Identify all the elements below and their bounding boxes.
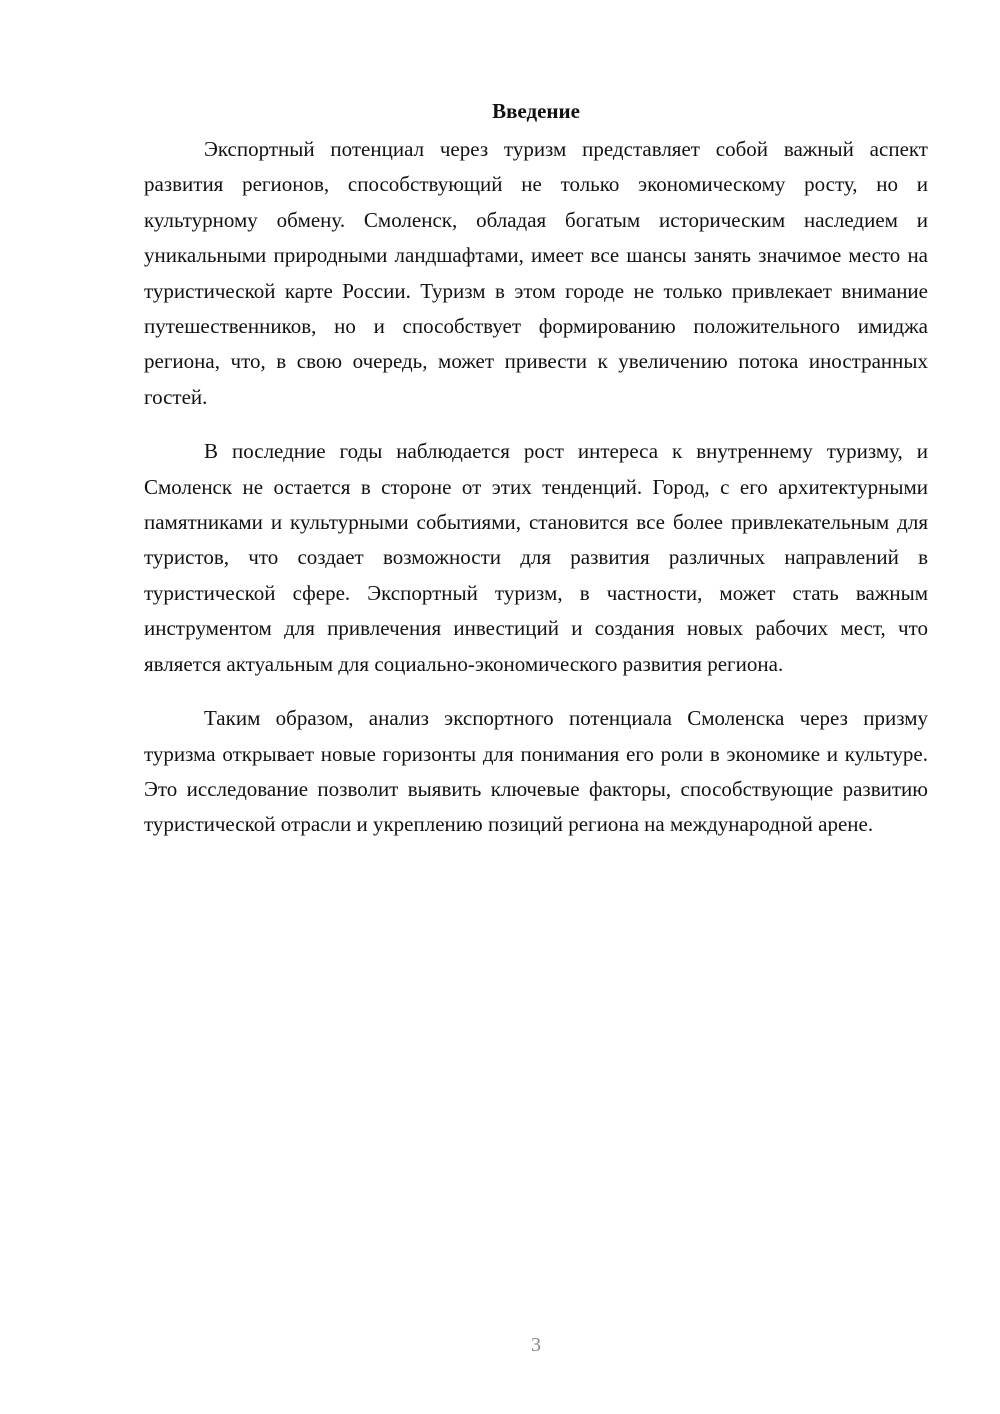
page-number: 3 bbox=[531, 1334, 541, 1356]
section-title: Введение bbox=[492, 99, 580, 123]
paragraph-2: В последние годы наблюдается рост интереса к внутреннему туризму, и Смоленск не остается в стороне от этих тенденций. Город, с его архитектурными памятниками и культурными событиями, становится все более привлекательным для туристов, что создает возможности для развития различных направлений в туристической сфере. Экспортный туризм, в частности, может стать важным инструментом для привлечения инвестиций и создания новых рабочих мест, что является актуальным для социально-экономического развития региона. bbox=[144, 439, 928, 676]
paragraph-1: Экспортный потенциал через туризм представляет собой важный аспект развития регионов, способствующий не только экономическому росту, но и культурному обмену. Смоленск, обладая богатым историческим наследием и уникальными природными ландшафтами, имеет все шансы занять значимое место на туристической карте России. Туризм в этом городе не только привлекает внимание путешественников, но и способствует формированию положительного имиджа региона, что, в свою очередь, может привести к увеличению потока иностранных гостей. bbox=[144, 137, 928, 409]
paragraph-3: Таким образом, анализ экспортного потенциала Смоленска через призму туризма открывает новые горизонты для понимания его роли в экономике и культуре. Это исследование позволит выявить ключевые факторы, способствующие развитию туристической отрасли и укреплению позиций региона на международной арене. bbox=[144, 706, 928, 837]
page-content bbox=[144, 92, 928, 862]
